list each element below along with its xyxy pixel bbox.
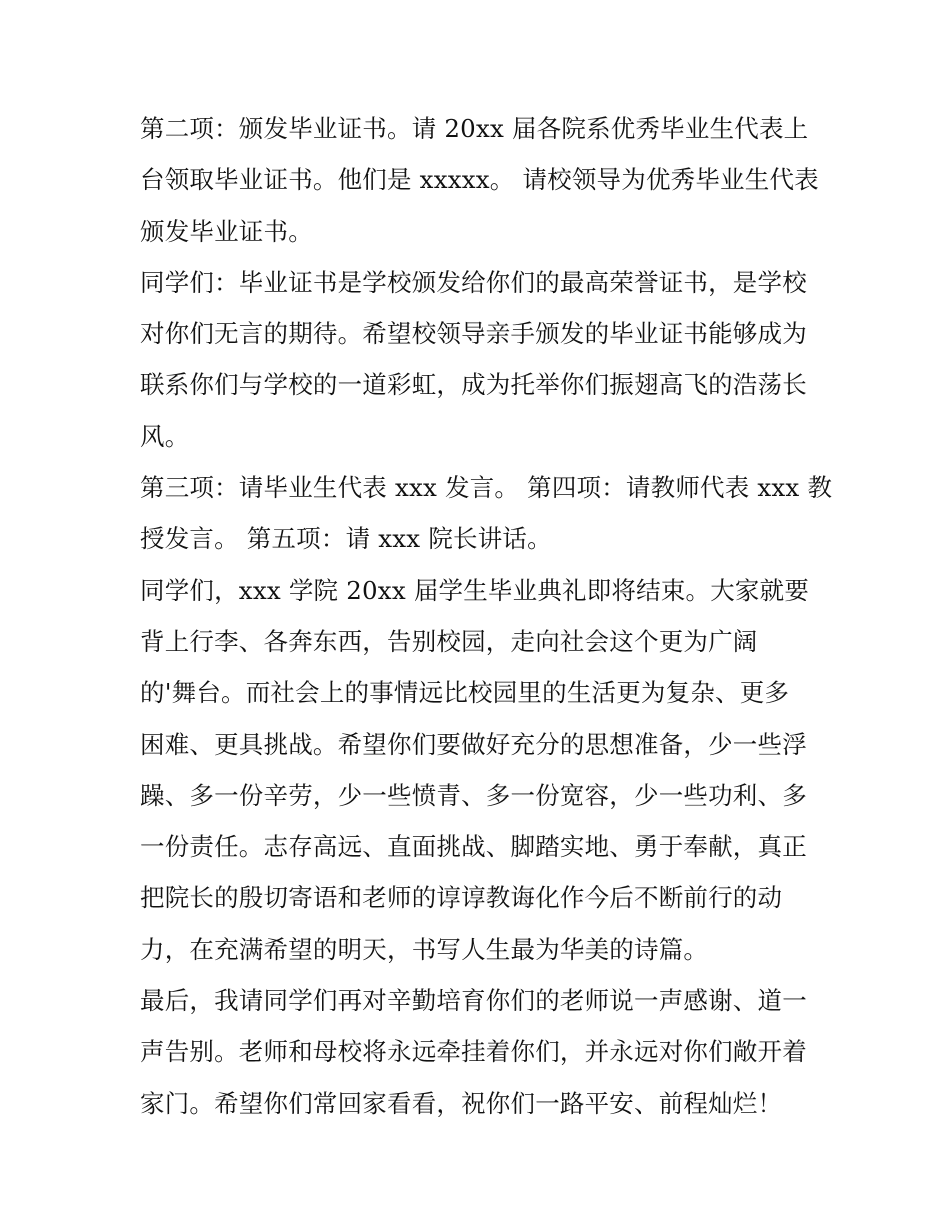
text-line: 力，在充满希望的明天，书写人生最为华美的诗篇。: [140, 934, 709, 964]
text-line: 声告别。老师和母校将永远牵挂着你们，并永远对你们敞开着: [140, 1037, 807, 1067]
document-body: [140, 103, 833, 1129]
text-line: 台领取毕业证书。他们是 xxxxx。 请校领导为优秀毕业生代表: [140, 165, 819, 195]
paragraph-item-2-certificates: [140, 103, 820, 257]
text-line: 最后，我请同学们再对辛勤培育你们的老师说一声感谢、道一: [140, 986, 807, 1016]
text-line: 对你们无言的期待。希望校领导亲手颁发的毕业证书能够成为: [140, 319, 807, 349]
text-line: 联系你们与学校的一道彩虹，成为托举你们振翅高飞的浩荡长: [140, 370, 807, 400]
text-line: 把院长的殷切寄语和老师的谆谆教诲化作今后不断前行的动: [140, 883, 783, 913]
text-line: 的'舞台。而社会上的事情远比校园里的生活更为复杂、更多: [140, 678, 790, 708]
text-line: 第三项：请毕业生代表 xxx 发言。 第四项：请教师代表 xxx 教: [140, 473, 833, 503]
text-line: 躁、多一份辛劳，少一些愤青、多一份宽容，少一些功利、多: [140, 780, 807, 810]
text-line: 家门。希望你们常回家看看，祝你们一路平安、前程灿烂！: [140, 1088, 783, 1118]
paragraph-closing-remarks: [140, 565, 820, 975]
text-line: 第二项：颁发毕业证书。请 20xx 届各院系优秀毕业生代表上: [140, 114, 809, 143]
paragraph-items-3-5-speeches: [140, 462, 833, 565]
paragraph-certificate-meaning: [140, 257, 820, 462]
text-line: 困难、更具挑战。希望你们要做好充分的思想准备，少一些浮: [140, 729, 807, 759]
paragraph-farewell: [140, 975, 820, 1129]
text-line: 同学们，xxx 学院 20xx 届学生毕业典礼即将结束。大家就要: [140, 575, 810, 605]
text-line: 颁发毕业证书。: [140, 216, 313, 246]
text-line: 同学们：毕业证书是学校颁发给你们的最高荣誉证书，是学校: [140, 267, 807, 297]
text-line: 一份责任。志存高远、直面挑战、脚踏实地、勇于奉献，真正: [140, 832, 807, 862]
text-line: 风。: [140, 421, 190, 451]
text-line: 背上行李、各奔东西，告别校园，走向社会这个更为广阔: [140, 626, 758, 656]
text-line: 授发言。 第五项：请 xxx 院长讲话。: [140, 524, 552, 554]
